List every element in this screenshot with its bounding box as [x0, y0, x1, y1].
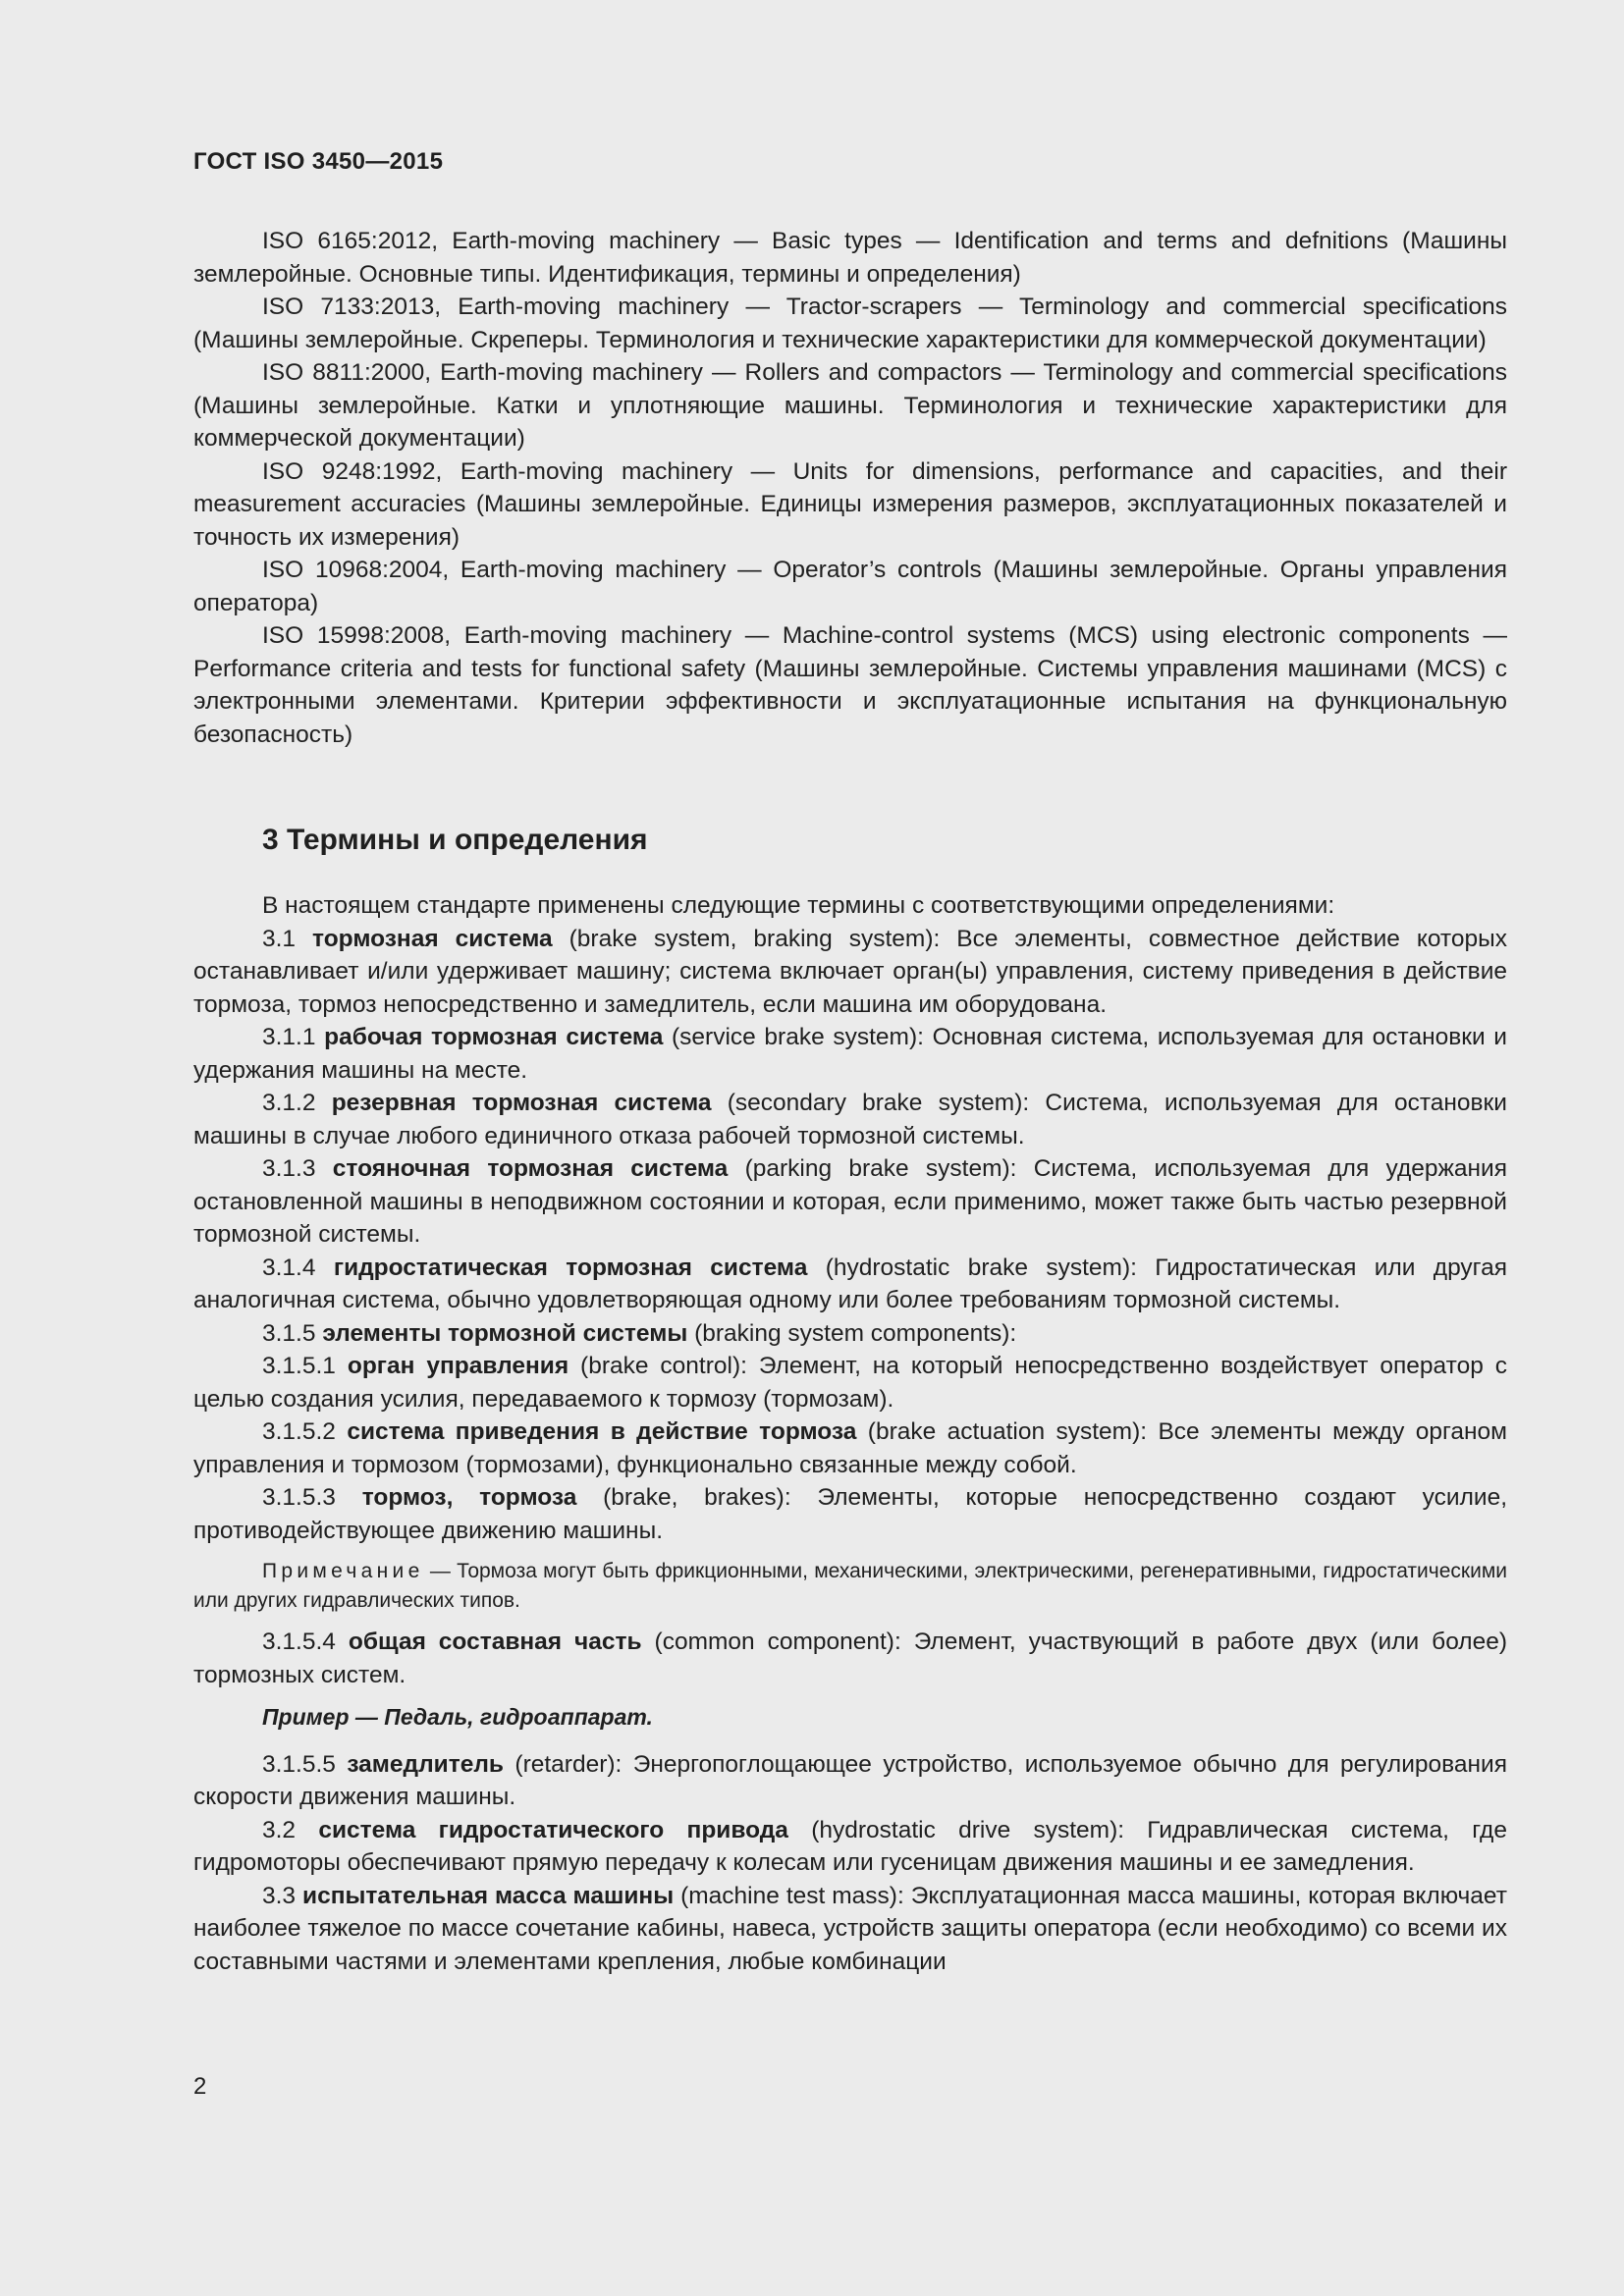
term-name: тормозная система — [312, 925, 553, 952]
term-name: стояночная тормозная система — [332, 1155, 729, 1182]
term-definition: (hydrostatic brake system): Гидростатическая или другая аналогичная система, обычно удовлетворяющая одному или более требованиям тормозной системы. — [193, 1254, 1507, 1313]
reference-item: ISO 9248:1992, Earth-moving machinery — Units for dimensions, performance and capacities, and their measurement accuracies (Машины землеройные. Единицы измерения размеров, эксплуатационных показателей и точность их измерения) — [193, 457, 1507, 551]
term-number: 3.1.5.4 — [262, 1629, 349, 1655]
term-definition: (hydrostatic drive system): Гидравлическая система, где гидромоторы обеспечивают прямую передачу к колесам или гусеницам движения машины и ее замедления. — [193, 1816, 1507, 1876]
term-name: замедлитель — [347, 1750, 504, 1778]
term-number: 3.1.5.5 — [262, 1750, 348, 1778]
term-3-1-5-5 — [193, 1748, 1507, 1814]
term-definition: (brake, brakes): Элементы, которые непосредственно создают усилие, противодействующее движению машины. — [193, 1484, 1507, 1544]
term-definition: (service brake system): Основная система, используемая для остановки и удержания машины на месте. — [193, 1024, 1507, 1084]
document-page — [193, 0, 1507, 2296]
term-number: 3.1.5 — [262, 1319, 323, 1347]
term-definition: (brake control): Элемент, на который непосредственно воздействует оператор с целью создания усилия, передаваемого к тормозу (тормозам). — [193, 1353, 1507, 1413]
term-number: 3.1.2 — [262, 1090, 332, 1116]
term-3-3 — [193, 1880, 1507, 1979]
normative-references — [193, 225, 1507, 751]
note-text: — Тормоза могут быть фрикционными, механическими, электрическими, регенеративными, гидростатическими или других гидравлических типов. — [193, 1560, 1507, 1612]
term-3-1-5 — [193, 1317, 1507, 1351]
term-number: 3.1.3 — [262, 1155, 333, 1182]
term-definition: (brake actuation system): Все элементы между органом управления и тормозом (тормозами), функционально связанные между собой. — [193, 1418, 1507, 1478]
term-definition: (retarder): Энергопоглощающее устройство, используемое обычно для регулирования скорости движения машины. — [193, 1750, 1507, 1810]
term-name: элементы тормозной системы — [322, 1319, 688, 1347]
term-3-1-2 — [193, 1087, 1507, 1152]
term-name: тормоз, тормоза — [361, 1484, 577, 1511]
term-3-1-4 — [193, 1252, 1507, 1317]
term-3-1-1 — [193, 1021, 1507, 1087]
term-number: 3.1.1 — [262, 1024, 325, 1050]
term-3-2 — [193, 1814, 1507, 1880]
term-number: 3.1.5.3 — [262, 1484, 362, 1511]
term-definition: (parking brake system): Система, используемая для удержания остановленной машины в неподвижном состоянии и которая, если применимо, может также быть частью резервной тормозной системы. — [193, 1155, 1507, 1248]
reference-item: ISO 8811:2000, Earth-moving machinery — Rollers and compactors — Terminology and commercial specifications (Машины землеройные. Катки и уплотняющие машины. Терминология и технические характеристики для коммерческой документации) — [193, 359, 1507, 452]
term-number: 3.1.5.1 — [262, 1353, 348, 1379]
reference-item: ISO 10968:2004, Earth-moving machinery — Operator’s controls (Машины землеройные. Органы управления оператора) — [193, 557, 1507, 616]
term-name: система приведения в действие тормоза — [347, 1418, 857, 1445]
term-3-1-5-4 — [193, 1626, 1507, 1691]
term-name: испытательная масса машины — [302, 1882, 675, 1909]
term-name: система гидростатического привода — [318, 1816, 788, 1843]
term-name: рабочая тормозная система — [324, 1024, 664, 1050]
term-definition: (common component): Элемент, участвующий в работе двух (или более) тормозных систем. — [193, 1629, 1507, 1688]
term-number: 3.1.5.2 — [262, 1418, 348, 1445]
term-3-1-5-3 — [193, 1481, 1507, 1547]
term-3-1-5-1 — [193, 1350, 1507, 1415]
term-definition: (machine test mass): Эксплуатационная масса машины, которая включает наиболее тяжелое по массе сочетание кабины, навеса, устройств защиты оператора (если необходимо) со всеми их составными частями и элементами крепления, любые комбинации — [193, 1882, 1507, 1975]
example: Пример — Педаль, гидроаппарат. — [262, 1704, 653, 1730]
reference-item: ISO 6165:2012, Earth-moving machinery — Basic types — Identification and terms and defnitions (Машины землеройные. Основные типы. Идентификация, термины и определения) — [193, 228, 1507, 288]
section-intro: В настоящем стандарте применены следующие термины с соответствующими определениями: — [262, 892, 1335, 919]
note — [193, 1557, 1507, 1616]
term-number: 3.1 — [262, 925, 313, 952]
term-definition: (secondary brake system): Система, используемая для остановки машины в случае любого единичного отказа рабочей тормозной системы. — [193, 1090, 1507, 1149]
term-name: гидростатическая тормозная система — [333, 1254, 808, 1281]
section-title: 3 Термины и определения — [262, 824, 648, 856]
term-name: резервная тормозная система — [331, 1090, 712, 1116]
term-definition: (brake system, braking system): Все элементы, совместное действие которых останавливает и/или удерживает машину; система включает орган(ы) управления, систему приведения в действие тормоза, тормоз непосредственно и замедлитель, если машина им оборудована. — [193, 925, 1507, 1018]
term-3-1-5-2 — [193, 1415, 1507, 1481]
term-3-1 — [193, 923, 1507, 1022]
reference-item: ISO 15998:2008, Earth-moving machinery — Machine-control systems (MCS) using electronic components — Performance criteria and tests for functional safety (Машины землеройные. Системы управления машинами (MCS) с электронными элементами. Критерии эффективности и эксплуатационные испытания на функциональную безопасность) — [193, 622, 1507, 748]
reference-item: ISO 7133:2013, Earth-moving machinery — Tractor-scrapers — Terminology and commercial specifications (Машины землеройные. Скреперы. Терминология и технические характеристики для коммерческой документации) — [193, 294, 1507, 353]
page-number: 2 — [193, 2073, 207, 2100]
terms-section — [193, 889, 1507, 1978]
document-header: ГОСТ ISO 3450—2015 — [193, 148, 444, 175]
term-number: 3.2 — [262, 1816, 319, 1843]
term-definition: (braking system components): — [687, 1319, 1017, 1347]
term-number: 3.3 — [262, 1882, 303, 1909]
term-name: орган управления — [347, 1353, 569, 1379]
note-label: Примечание — [262, 1560, 424, 1582]
term-name: общая составная часть — [348, 1629, 642, 1655]
term-number: 3.1.4 — [262, 1254, 334, 1281]
term-3-1-3 — [193, 1152, 1507, 1252]
